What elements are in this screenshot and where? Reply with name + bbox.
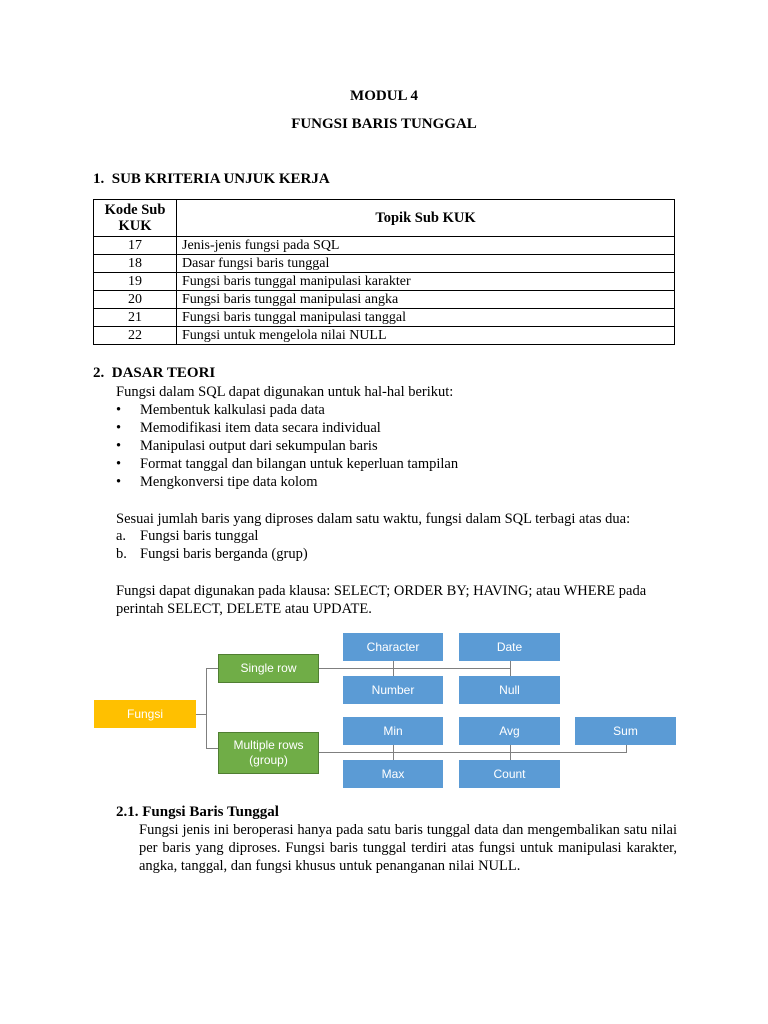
- section-2-para3: Fungsi dapat digunakan pada klausa: SELECT; ORDER BY; HAVING; atau WHERE pada perintah SELECT, DELETE atau UPDATE.: [116, 583, 647, 617]
- node-null: Null: [459, 676, 560, 704]
- node-multiple-rows: Multiple rows (group): [218, 732, 319, 774]
- table-row: [94, 291, 675, 309]
- row-topic: Dasar fungsi baris tunggal: [177, 255, 675, 273]
- connector-line: [510, 661, 511, 676]
- row-code: 22: [94, 327, 177, 345]
- bullet-list: [116, 401, 458, 491]
- connector-line: [393, 661, 394, 676]
- bullet-text: Memodifikasi item data secara individual: [140, 420, 381, 436]
- sub-kuk-table: [93, 199, 675, 345]
- row-code: 17: [94, 237, 177, 255]
- module-subtitle: FUNGSI BARIS TUNGGAL: [291, 116, 477, 132]
- connector-line: [206, 748, 218, 749]
- connector-line: [319, 668, 511, 669]
- node-character: Character: [343, 633, 443, 661]
- bullet-mark: •: [116, 474, 122, 490]
- bullet-mark: •: [116, 438, 122, 454]
- node-sum: Sum: [575, 717, 676, 745]
- row-topic: Fungsi baris tunggal manipulasi karakter: [177, 273, 675, 291]
- table-row: [94, 273, 675, 291]
- section-2-1-body: Fungsi jenis ini beroperasi hanya pada satu baris tunggal data dan mengembalikan satu nilai per baris yang diproses. Fungsi baris tunggal terdiri atas fungsi untuk manipulasi karakter, angka, tanggal, dan fungsi khusus untuk penanganan nilai NULL.: [139, 822, 677, 874]
- row-topic: Fungsi baris tunggal manipulasi angka: [177, 291, 675, 309]
- module-title: MODUL 4: [350, 88, 418, 104]
- connector-line: [196, 714, 206, 715]
- connector-line: [626, 745, 627, 753]
- list-item: [116, 437, 458, 455]
- bullet-mark: •: [116, 402, 122, 418]
- list-item: [116, 419, 458, 437]
- section-1-heading: 1. SUB KRITERIA UNJUK KERJA: [93, 171, 330, 187]
- table-row: [94, 327, 675, 345]
- bullet-mark: •: [116, 420, 122, 436]
- list-item: [116, 455, 458, 473]
- row-topic: Fungsi untuk mengelola nilai NULL: [177, 327, 675, 345]
- node-avg: Avg: [459, 717, 560, 745]
- bullet-text: Format tanggal dan bilangan untuk keperluan tampilan: [140, 456, 459, 472]
- connector-line: [393, 745, 394, 760]
- node-number: Number: [343, 676, 443, 704]
- list-item: [116, 473, 458, 491]
- list-item: [116, 401, 458, 419]
- section-2-para2: Sesuai jumlah baris yang diproses dalam satu waktu, fungsi dalam SQL terbagi atas dua:: [116, 511, 631, 527]
- bullet-mark: •: [116, 456, 122, 472]
- list-text: Fungsi baris berganda (grup): [140, 546, 308, 562]
- alpha-list: [116, 527, 308, 563]
- row-code: 18: [94, 255, 177, 273]
- connector-line: [319, 752, 627, 753]
- node-fungsi: Fungsi: [94, 700, 196, 728]
- node-date: Date: [459, 633, 560, 661]
- bullet-text: Mengkonversi tipe data kolom: [140, 474, 318, 490]
- section-2-1-heading: 2.1. Fungsi Baris Tunggal: [116, 804, 279, 820]
- section-2-heading: 2. DASAR TEORI: [93, 365, 216, 381]
- list-item: [116, 527, 308, 545]
- header-topik: Topik Sub KUK: [177, 200, 675, 237]
- row-topic: Fungsi baris tunggal manipulasi tanggal: [177, 309, 675, 327]
- connector-line: [206, 668, 207, 748]
- section-2-intro: Fungsi dalam SQL dapat digunakan untuk hal-hal berikut:: [116, 384, 454, 400]
- connector-line: [510, 745, 511, 760]
- list-mark: a.: [116, 528, 127, 544]
- table-row: [94, 309, 675, 327]
- list-text: Fungsi baris tunggal: [140, 528, 259, 544]
- node-min: Min: [343, 717, 443, 745]
- node-single-row: Single row: [218, 654, 319, 683]
- list-mark: b.: [116, 546, 127, 562]
- row-code: 19: [94, 273, 177, 291]
- row-code: 21: [94, 309, 177, 327]
- table-row: [94, 237, 675, 255]
- row-code: 20: [94, 291, 177, 309]
- row-topic: Jenis-jenis fungsi pada SQL: [177, 237, 675, 255]
- node-max: Max: [343, 760, 443, 788]
- connector-line: [206, 668, 218, 669]
- table-header-row: [94, 200, 675, 237]
- bullet-text: Manipulasi output dari sekumpulan baris: [140, 438, 378, 454]
- list-item: [116, 545, 308, 563]
- table-row: [94, 255, 675, 273]
- header-kode: Kode Sub KUK: [94, 200, 177, 237]
- node-count: Count: [459, 760, 560, 788]
- bullet-text: Membentuk kalkulasi pada data: [140, 402, 325, 418]
